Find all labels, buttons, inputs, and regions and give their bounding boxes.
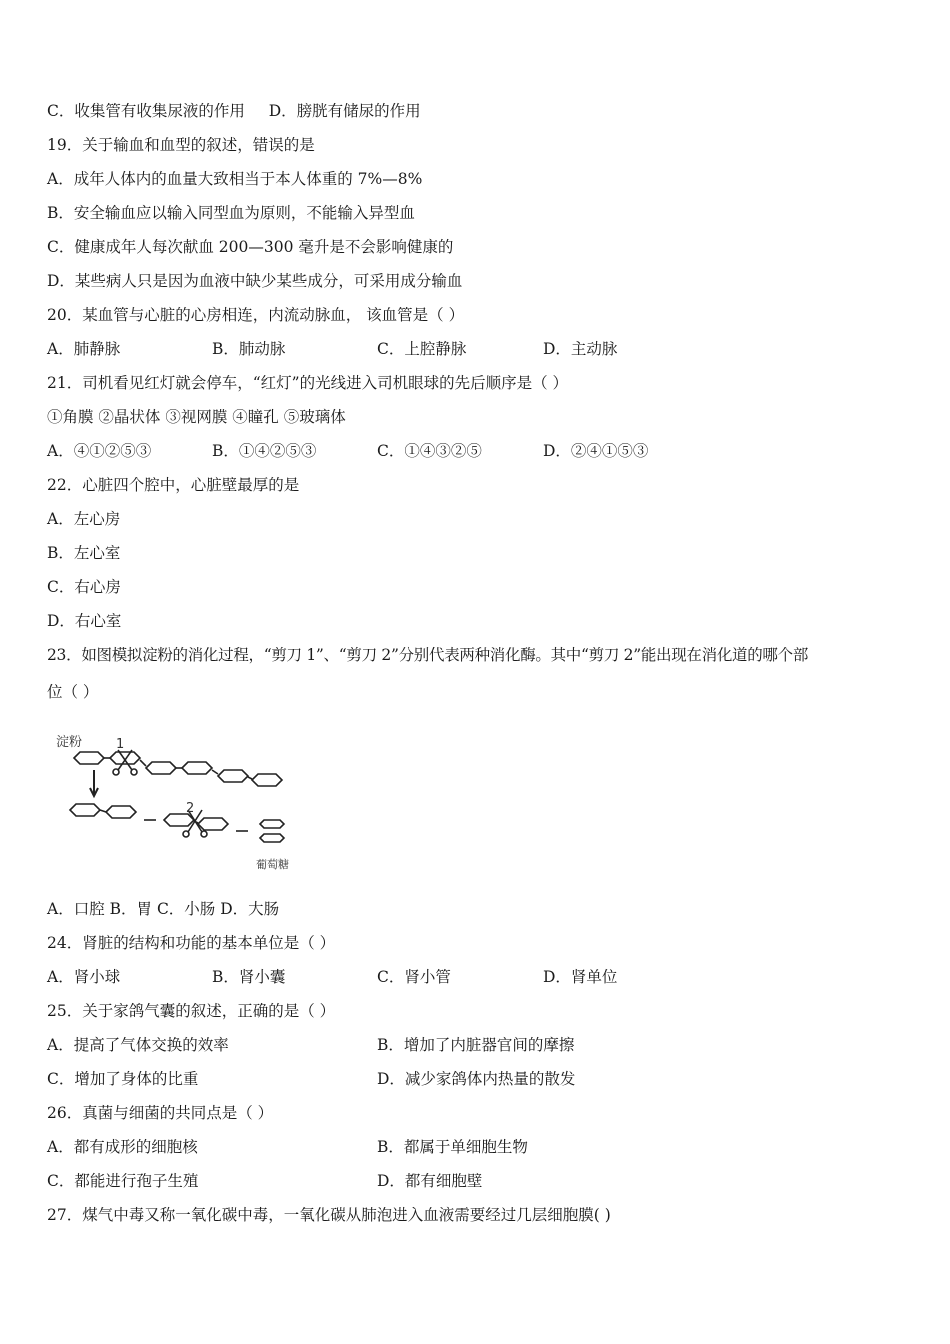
q22-option-c: C．右心房 (47, 578, 121, 596)
figure-label-glucose: 葡萄糖 (256, 858, 289, 871)
q20-option-b: B．肺动脉 (212, 340, 286, 358)
scissor-1-label: 1 (116, 737, 125, 752)
q25-option-d: D．减少家鸽体内热量的散发 (377, 1070, 576, 1088)
q27-stem: 27．煤气中毒又称一氧化碳中毒，一氧化碳从肺泡进入血液需要经过几层细胞膜( ) (47, 1206, 611, 1224)
down-arrow-icon (90, 770, 98, 796)
q21-option-c: C．①④③②⑤ (377, 442, 482, 460)
q21-option-b: B．①④②⑤③ (212, 442, 317, 460)
figure-label-starch: 淀粉 (56, 735, 83, 750)
starch-digestion-figure (52, 728, 302, 878)
q20-option-d: D．主动脉 (543, 340, 618, 358)
q22-stem: 22．心脏四个腔中，心脏壁最厚的是 (47, 476, 300, 494)
q21-stem: 21．司机看见红灯就会停车，“红灯”的光线进入司机眼球的先后顺序是（ ） (47, 374, 569, 392)
q24-option-a: A．肾小球 (47, 968, 121, 986)
q21-option-d: D．②④①⑤③ (543, 442, 649, 460)
starch-chain (74, 752, 282, 786)
q21-option-a: A．④①②⑤③ (47, 442, 152, 460)
q23-stem: 23．如图模拟淀粉的消化过程，“剪刀 1”、“剪刀 2”分别代表两种消化酶。其中“剪刀 2”能出现在消化道的哪个部 (47, 646, 809, 664)
q25-option-a: A．提高了气体交换的效率 (47, 1036, 229, 1054)
q24-option-c: C．肾小管 (377, 968, 451, 986)
q26-stem: 26．真菌与细菌的共同点是（ ） (47, 1104, 274, 1122)
scissor-1-icon (113, 750, 137, 775)
q25-option-b: B．增加了内脏器官间的摩擦 (377, 1036, 575, 1054)
maltose-chain (70, 804, 284, 842)
q19-option-a: A．成年人体内的血量大致相当于本人体重的 7%—8% (47, 170, 423, 188)
q26-option-b: B．都属于单细胞生物 (377, 1138, 528, 1156)
q25-option-c: C．增加了身体的比重 (47, 1070, 199, 1088)
q19-option-d: D．某些病人只是因为血液中缺少某些成分，可采用成分输血 (47, 272, 463, 290)
q25-stem: 25．关于家鸽气囊的叙述，正确的是（ ） (47, 1002, 336, 1020)
q19-option-b: B．安全输血应以输入同型血为原则，不能输入异型血 (47, 204, 415, 222)
q20-stem: 20．某血管与心脏的心房相连，内流动脉血， 该血管是（ ） (47, 306, 465, 324)
q22-option-b: B．左心室 (47, 544, 121, 562)
q23-options: A．口腔 B．胃 C．小肠 D．大肠 (47, 900, 280, 918)
q19-stem: 19．关于输血和血型的叙述，错误的是 (47, 136, 315, 154)
q18-option-d: D．膀胱有储尿的作用 (268, 102, 421, 120)
q26-option-d: D．都有细胞壁 (377, 1172, 483, 1190)
q22-option-d: D．右心室 (47, 612, 122, 630)
q23-stem-cont: 位（ ） (47, 683, 99, 701)
q24-option-d: D．肾单位 (543, 968, 618, 986)
q24-option-b: B．肾小囊 (212, 968, 286, 986)
q26-option-c: C．都能进行孢子生殖 (47, 1172, 199, 1190)
q20-option-a: A．肺静脉 (47, 340, 121, 358)
q18-options-cd (47, 101, 421, 121)
q21-items: ①角膜 ②晶状体 ③视网膜 ④瞳孔 ⑤玻璃体 (47, 408, 346, 426)
q26-option-a: A．都有成形的细胞核 (47, 1138, 198, 1156)
q18-option-c: C．收集管有收集尿液的作用 (47, 102, 245, 120)
q20-option-c: C．上腔静脉 (377, 340, 467, 358)
q22-option-a: A．左心房 (47, 510, 121, 528)
q19-option-c: C．健康成年人每次献血 200—300 毫升是不会影响健康的 (47, 238, 454, 256)
q24-stem: 24．肾脏的结构和功能的基本单位是（ ） (47, 934, 336, 952)
scissor-2-label: 2 (186, 801, 195, 816)
